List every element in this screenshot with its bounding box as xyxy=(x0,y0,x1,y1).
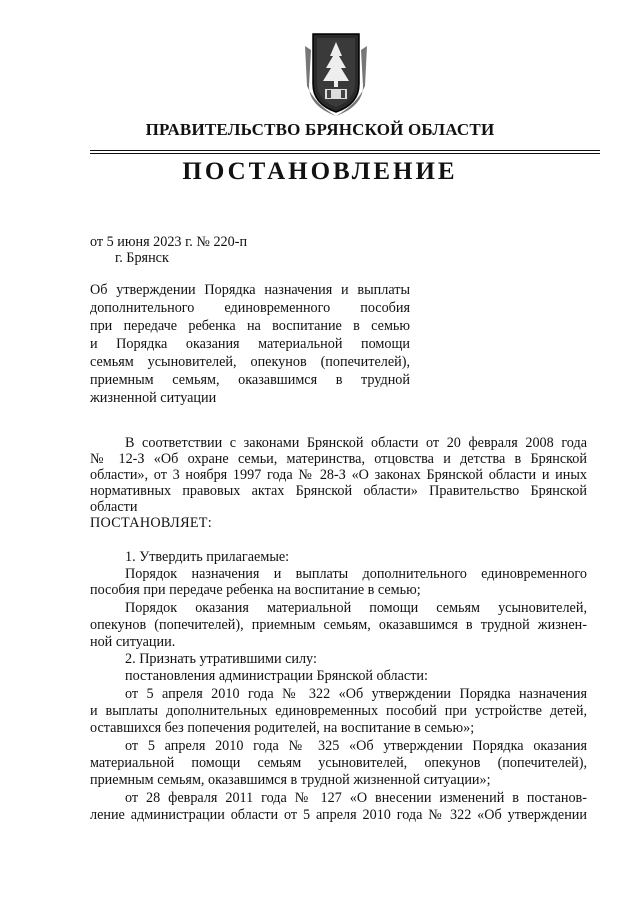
body-line: ПОСТАНОВЛЯЕТ: xyxy=(90,515,213,531)
body-line: № 12-З «Об охране семьи, материнства, отцовства и детства в Брянской xyxy=(90,451,587,467)
date-line: от 5 июня 2023 г. № 220-п xyxy=(90,234,248,250)
body-line: ной ситуации. xyxy=(90,634,176,650)
body-line: опекунов (попечителей), приемным семьям, оказавшимся в трудной жизнен- xyxy=(90,617,587,633)
city-line: г. Брянск xyxy=(115,250,169,266)
title-line: жизненной ситуации xyxy=(90,390,217,406)
body-line: В соответствии с законами Брянской области от 20 февраля 2008 года xyxy=(125,435,587,451)
body-line: пособия при передаче ребенка на воспитание в семью; xyxy=(90,582,421,598)
body-line: от 5 апреля 2010 года № 325 «Об утверждении Порядка оказания xyxy=(125,738,587,754)
body-line: области», от 3 ноября 1997 года № 28-З «О законах Брянской области и иных xyxy=(90,467,587,483)
body-line: приемным семьям, оказавшимся в трудной жизненной ситуации»; xyxy=(90,772,491,788)
title-line: и Порядка оказания материальной помощи xyxy=(90,336,410,352)
title-line: Об утверждении Порядка назначения и выплаты xyxy=(90,282,410,298)
header-divider-top xyxy=(90,150,600,151)
body-line: и выплаты дополнительных единовременных пособий при устройстве детей, xyxy=(90,703,587,719)
body-line: Порядок оказания материальной помощи семьям усыновителей, xyxy=(125,600,587,616)
body-line: от 5 апреля 2010 года № 322 «Об утверждении Порядка назначения xyxy=(125,686,587,702)
coat-of-arms-icon xyxy=(301,26,371,116)
document-type: ПОСТАНОВЛЕНИЕ xyxy=(182,158,458,185)
body-line: постановления администрации Брянской области: xyxy=(125,668,428,684)
body-line: ление администрации области от 5 апреля 2010 года № 322 «Об утверждении xyxy=(90,807,587,823)
organization-title: ПРАВИТЕЛЬСТВО БРЯНСКОЙ ОБЛАСТИ xyxy=(145,120,495,139)
body-line: материальной помощи семьям усыновителей, опекунов (попечителей), xyxy=(90,755,587,771)
title-line: при передаче ребенка на воспитание в семью xyxy=(90,318,410,334)
header-divider-bottom xyxy=(90,153,600,154)
body-line: Порядок назначения и выплаты дополнительного единовременного xyxy=(125,566,587,582)
body-line: 1. Утвердить прилагаемые: xyxy=(125,549,290,565)
title-line: семьям усыновителей, опекунов (попечителей), xyxy=(90,354,410,370)
title-line: приемным семьям, оказавшимся в трудной xyxy=(90,372,410,388)
document-title xyxy=(90,281,410,407)
body-line: области xyxy=(90,499,138,515)
title-line: дополнительного единовременного пособия xyxy=(90,300,410,316)
body-line: от 28 февраля 2011 года № 127 «О внесении изменений в постанов- xyxy=(125,790,587,806)
body-line: 2. Признать утратившими силу: xyxy=(125,651,317,667)
body-line: нормативных правовых актах Брянской области» Правительство Брянской xyxy=(90,483,587,499)
body-line: оставшихся без попечения родителей, на воспитание в семью»; xyxy=(90,720,475,736)
